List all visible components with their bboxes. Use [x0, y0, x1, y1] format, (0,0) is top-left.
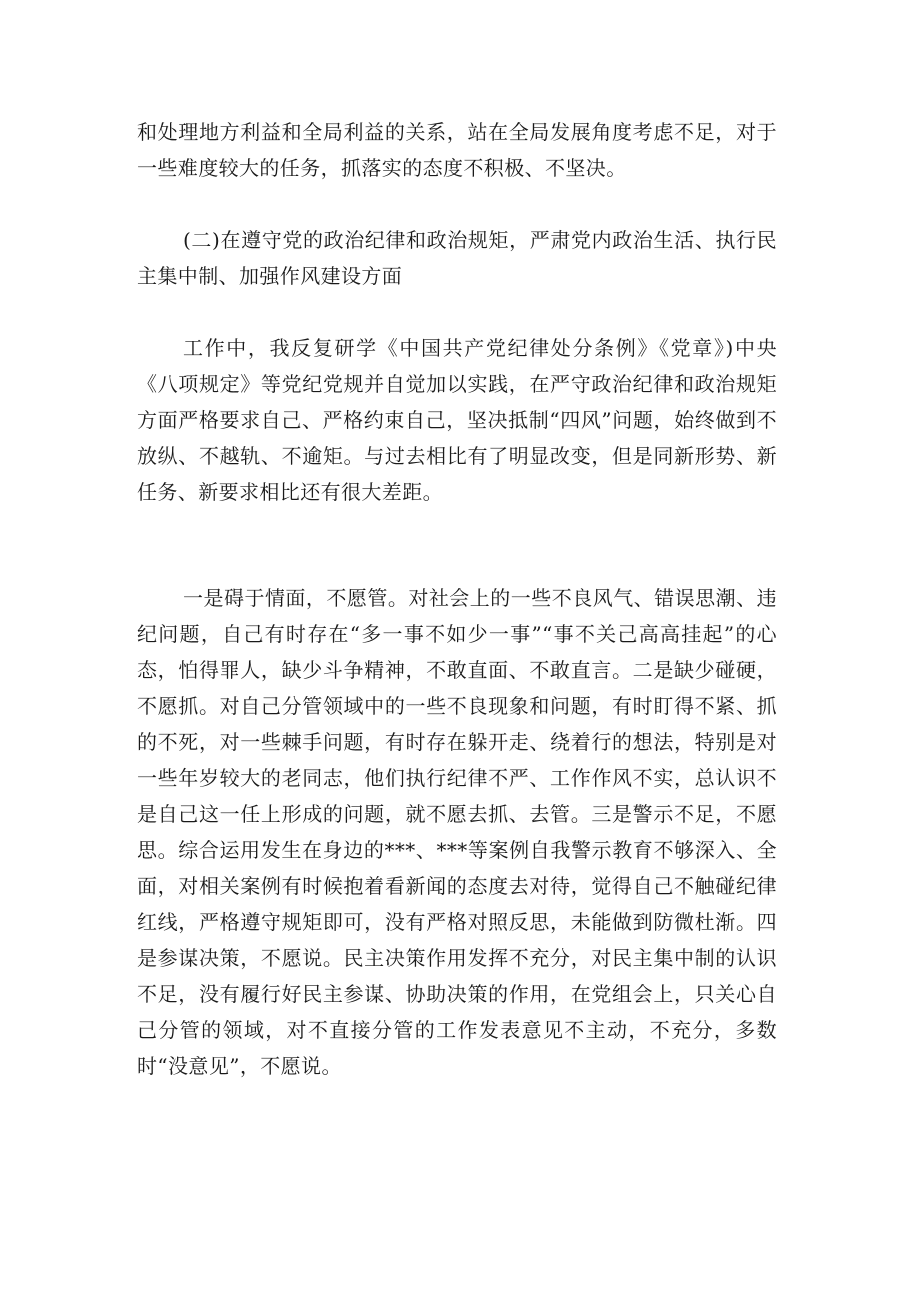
paragraph-problems-list: 一是碍于情面，不愿管。对社会上的一些不良风气、错误思潮、违纪问题，自己有时存在“多一事不如少一事”“事不关己高高挂起”的心态，怕得罪人，缺少斗争精神，不敢直面、不敢直言。二是缺少碰硬，不愿抓。对自己分管领域中的一些不良现象和问题，有时盯得不紧、抓的不死，对一些棘手问题，有时存在躲开走、绕着行的想法，特别是对一些年岁较大的老同志，他们执行纪律不严、工作作风不实，总认识不是自己这一任上形成的问题，就不愿去抓、去管。三是警示不足，不愿思。综合运用发生在身边的***、***等案例自我警示教育不够深入、全面，对相关案例有时候抱着看新闻的态度去对待，觉得自己不触碰纪律红线，严格遵守规矩即可，没有严格对照反思，未能做到防微杜渐。四是参谋决策，不愿说。民主决策作用发挥不充分，对民主集中制的认识不足，没有履行好民主参谋、协助决策的作用，在党组会上，只关心自己分管的领域，对不直接分管的工作发表意见不主动，不充分，多数时“没意见”，不愿说。: [137, 586, 777, 1078]
paragraph-work-summary: 工作中，我反复研学《中国共产党纪律处分条例》《党章》)中央《八项规定》等党纪党规并自觉加以实践，在严守政治纪律和政治规矩方面严格要求自己、严格约束自己，坚决抵制“四风”问题，始终做到不放纵、不越轨、不逾矩。与过去相比有了明显改变，但是同新形势、新任务、新要求相比还有很大差距。: [137, 336, 777, 504]
paragraph-continuation: 和处理地方利益和全局利益的关系，站在全局发展角度考虑不足，对于一些难度较大的任务，抓落实的态度不积极、不坚决。: [137, 120, 777, 180]
section-heading: (二)在遵守党的政治纪律和政治规矩，严肃党内政治生活、执行民主集中制、加强作风建设方面: [137, 228, 777, 288]
